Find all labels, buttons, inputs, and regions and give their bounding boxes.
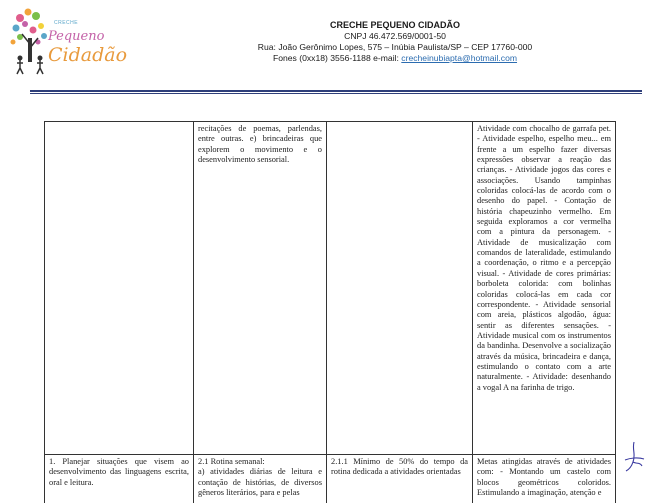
phone-text: Fones (0xx18) 3556-1188 e-mail: [272,53,402,63]
address-line: Rua: João Gerônimo Lopes, 575 – Inúbia Paulista/SP – CEP 17760-000 [257,42,533,52]
logo-line-2: Cidadão [48,44,128,66]
header-rule-thin [30,93,642,94]
institution-title: CRECHE PEQUENO CIDADÃO [329,20,460,30]
table-cell-result: Atividade com chocalho de garrafa pet. - Atividade espelho, espelho meu... em frente a um espelho fazer diversas expressões observar a reação das crianças. - Atividade jogos das cores e associações. Usando tampinhas coloridas colocá-las de acordo com o desenho do papel. - Contação de história chapeuzinho vermelho. Em seguida exploramos a cor vermelha com a pintura da personagem. - Atividade de musicalização com comandos de lateralidade, estimulando a coordenação, o ritmo e a percepção visual. - Atividade de cores primárias: borboleta colorida: com bolinhas coloridas colocá-las em cada cor correspondente. - Atividade sensorial com areia, plásticos algodão, água: sentir as diferentes sensações. - Atividade musical com os instrumentos da bandinha. Desenvolve a socialização através da música, brincadeira e dança, estimulando o contato com a arte naturalmente. - Atividade: desenhando a vogal A na farinha de trigo. [473,122,616,455]
table-cell-objective [45,122,194,455]
cnpj-line: CNPJ 46.472.569/0001-50 [344,31,446,41]
table-row [45,122,616,455]
signature-icon [622,440,646,476]
contact-line [160,53,630,64]
letterhead-text [160,20,630,64]
letterhead [0,0,651,92]
table-cell-action: recitações de poemas, parlendas, entre outras. e) brincadeiras que explorem o movimento e o desenvolvimento sensorial. [194,122,327,455]
table-row [45,455,616,503]
table-cell-goal: 2.1.1 Mínimo de 50% do tempo da rotina dedicada a atividades orientadas [327,455,473,503]
logo-small-text: CRECHE [54,20,79,26]
plan-table [44,121,616,503]
action-item: a) atividades diárias de leitura e contação de histórias, de diversos gêneros literários, para e pelas [198,467,322,498]
table-cell-action [194,455,327,503]
table-cell-objective: 1. Planejar situações que visem ao desenvolvimento das linguagens escrita, oral e leitura. [45,455,194,503]
header-rule [30,90,642,92]
logo-line-1: Pequeno [48,29,105,44]
creche-logo [8,4,128,84]
table-cell-result: Metas atingidas através de atividades com: - Montando um castelo com blocos geométricos coloridos. Estimulando a imaginação, atenção e [473,455,616,503]
email-link[interactable]: crecheinubiapta@hotmail.com [401,53,518,63]
action-heading: 2.1 Rotina semanal: [198,457,265,466]
table-cell-goal [327,122,473,455]
